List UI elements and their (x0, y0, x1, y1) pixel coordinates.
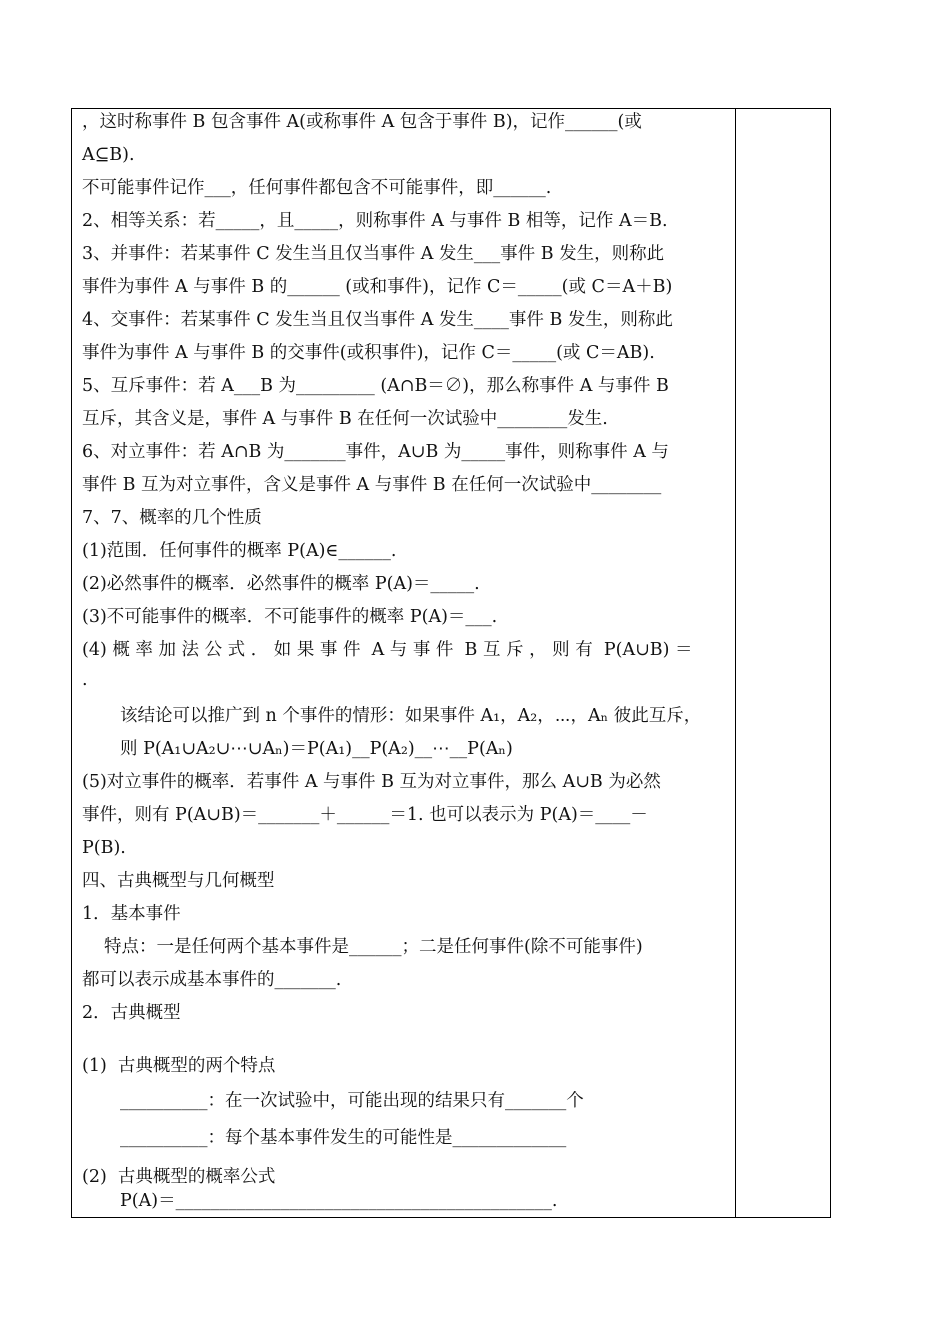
text-line: 特点：一是任何两个基本事件是______；二是任何事件(除不可能事件) (104, 937, 643, 957)
section-heading: 四、古典概型与几何概型 (82, 871, 275, 891)
text-line: 则 P(A₁∪A₂∪⋯∪Aₙ)＝P(A₁)__P(A₂)__⋯__P(Aₙ) (120, 739, 513, 759)
formula-line: P(A)＝___________________________________________. (120, 1191, 558, 1211)
text-line: 该结论可以推广到 n 个事件的情形：如果事件 A₁，A₂，⋯，Aₙ 彼此互斥， (120, 706, 702, 726)
text-line: 5、互斥事件：若 A___B 为_________ (A∩B＝∅)，那么称事件 A 与事件 B (82, 376, 669, 396)
text-line: 2、相等关系：若_____，且_____，则称事件 A 与事件 B 相等，记作 A＝B. (82, 211, 668, 231)
text-line: __________：每个基本事件发生的可能性是_____________ (120, 1128, 567, 1148)
column-divider (735, 109, 736, 1217)
text-line: 互斥，其含义是，事件 A 与事件 B 在任何一次试验中________发生. (82, 409, 608, 429)
text-line: (5)对立事件的概率．若事件 A 与事件 B 互为对立事件，那么 A∪B 为必然 (82, 772, 661, 792)
text-line: 都可以表示成基本事件的_______. (82, 970, 342, 990)
text-line: 4、交事件：若某事件 C 发生当且仅当事件 A 发生____事件 B 发生，则称此 (82, 310, 673, 330)
text-line: (2)必然事件的概率．必然事件的概率 P(A)＝_____. (82, 574, 480, 594)
text-line: . (82, 670, 88, 690)
text-line: 事件为事件 A 与事件 B 的交事件(或积事件)，记作 C＝_____(或 C＝AB). (82, 343, 655, 363)
text-line: 事件，则有 P(A∪B)＝_______＋______＝1. 也可以表示为 P(A)＝____－ (82, 805, 648, 825)
text-line: 6、对立事件：若 A∩B 为_______事件，A∪B 为_____事件，则称事件 A 与 (82, 442, 669, 462)
text-line: 不可能事件记作___，任何事件都包含不可能事件，即______. (82, 178, 552, 198)
text-line: 事件为事件 A 与事件 B 的______ (或和事件)，记作 C＝_____(或 C＝A＋B) (82, 277, 673, 297)
text-line: (3)不可能事件的概率．不可能事件的概率 P(A)＝___. (82, 607, 498, 627)
text-line: 事件 B 互为对立事件，含义是事件 A 与事件 B 在任何一次试验中________ (82, 475, 662, 495)
text-line: 3、并事件：若某事件 C 发生当且仅当事件 A 发生___事件 B 发生，则称此 (82, 244, 665, 264)
subsection-heading: 2．古典概型 (82, 1003, 181, 1023)
text-line: (4) 概 率 加 法 公 式 ． 如 果 事 件 A 与 事 件 B 互 斥 ， 则 有 P(A∪B) ＝ (82, 640, 693, 660)
text-line: P(B). (82, 838, 126, 858)
text-line: (1)范围．任何事件的概率 P(A)∈______. (82, 541, 397, 561)
text-line: __________：在一次试验中，可能出现的结果只有_______个 (120, 1091, 584, 1111)
subsection-heading: 1．基本事件 (82, 904, 181, 924)
worksheet-table (71, 108, 831, 1218)
text-line: (1) 古典概型的两个特点 (82, 1056, 276, 1076)
text-line: A⊆B). (82, 145, 135, 165)
section-heading: 7、7、概率的几个性质 (82, 508, 262, 528)
text-line: (2) 古典概型的概率公式 (82, 1167, 276, 1187)
text-line: ，这时称事件 B 包含事件 A(或称事件 A 包含于事件 B)，记作______(或 (82, 112, 642, 132)
